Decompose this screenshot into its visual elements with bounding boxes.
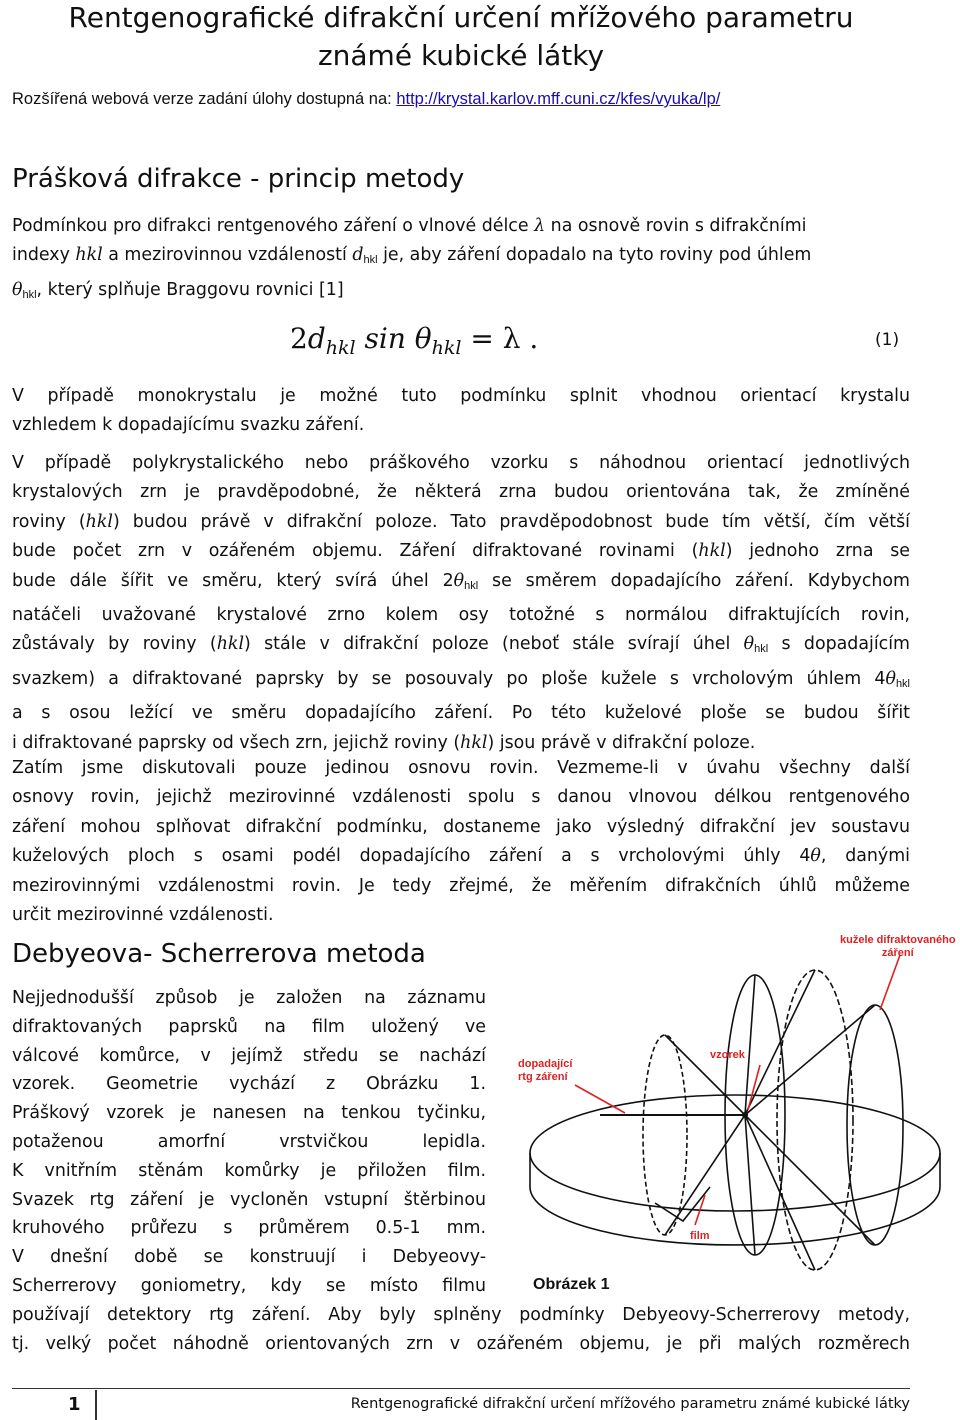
p5-line: Scherrerovy goniometry, kdy se místo filmu [12,1275,486,1296]
p4-line-6: určit mezirovinné vzdálenosti. [12,905,274,926]
paragraph-debye-scherrer-cont [12,1301,910,1360]
cone-ellipse-4 [643,1035,687,1235]
paragraph-cones [12,754,910,930]
p5-line: kruhového průřezu s průměrem 0.5-1 mm. [12,1218,486,1239]
p5-line: Práškový vzorek je nanesen na tenkou tyčinku, [12,1103,486,1124]
paragraph-bragg-intro [12,212,910,310]
paragraph-monocrystal [12,382,910,441]
subtitle-text: Rozšířená webová verze zadání úlohy dostupná na: [12,90,397,108]
p4-line-3: záření mohou splňovat difrakční podmínku, dostaneme jako výsledný difrakční jev soustavu [12,816,910,837]
bragg-equation: $2d_{hkl}$ $\sin \theta_{hkl} = \lambda$ . [290,322,539,359]
footer-title: Rentgenografické difrakční určení mřížového parametru známé kubické látky [350,1396,910,1412]
course-link[interactable]: http://krystal.karlov.mff.cuni.cz/kfes/vyuka/lp/ [396,90,721,108]
debye-scherrer-diagram [505,925,957,1300]
p5-line: válcové komůrce, v jejímž středu se nachází [12,1045,486,1066]
film-cylinder-side [530,1153,940,1245]
p3-line-8: svazkem) a difraktované paprsky by se posouvaly po ploše kužele s vrcholovým úhlem $4\theta_{hkl}$ [12,668,910,690]
p3-line-5: bude dále šířit ve směru, který svírá úhel $2\theta_{hkl}$ se směrem dopadajícího záření. Kdybychom [12,570,910,592]
p4-line-1: Zatím jsme diskutovali pouze jedinou osnovu rovin. Vezmeme-li v úvahu všechny další [12,758,910,778]
cone-ellipse-3 [847,1005,903,1245]
p3-line-4: bude počet zrn v ozářeném objemu. Záření difraktované rovinami (hkl) jednoho zrna se [12,541,910,562]
p1-line-1: Podmínkou pro difrakci rentgenového záření o vlnové délce λ na osnově rovin s difrakčními [12,216,807,236]
footer-bar [95,1390,97,1420]
p4-line-2: osnovy rovin, jejichž mezirovinné vzdálenosti spolu s danou vlnovou délkou rentgenového [12,787,910,808]
section-heading-debye-scherrer: Debyeova- Scherrerova metoda [12,939,426,969]
p3-line-2: krystalových zrn je pravděpodobné, že některá zrna budou orientována tak, že zmíněné [12,482,910,503]
equation-number: (1) [875,330,900,350]
section-heading-powder-diffraction: Prášková difrakce - princip metody [12,164,465,194]
paragraph-debye-scherrer [12,984,486,1301]
page-title-line-2: známé kubické látky [317,39,605,72]
p4-line-4: kuželových ploch s osami podél dopadajícího záření a s vrcholovými úhly 4θ, danými [12,846,910,867]
p3-line-7: zůstávaly by roviny (hkl) stále v difrakční poloze (neboť stále svírají úhel $\theta_{hkl}$ s dopadajícím [12,634,910,656]
footer-divider [12,1388,910,1389]
p5-line: difraktovaných paprsků na film uložený ve [12,1016,486,1037]
p3-line-6: natáčeli uvažované krystalové zrno kolem osy totožné s normálou difraktujících rovin, [12,605,910,626]
p5-line: Svazek rtg záření je vycloněn vstupní štěrbinou [12,1189,486,1210]
p5-line: V dnešní době se konstruují i Debyeovy- [12,1247,486,1268]
figure-caption: Obrázek 1 [533,1276,610,1293]
subtitle [12,90,720,109]
p3-line-1: V případě polykrystalického nebo práškového vzorku s náhodnou orientací jednotlivých [12,453,910,473]
label-diffraction-cones: kužele difraktovaného záření [840,934,956,959]
film-cylinder-top [530,1095,940,1211]
figure-debye-scherrer [505,925,957,1300]
p3-line-10: i difraktované paprsky od všech zrn, jejichž roviny (hkl) jsou právě v difrakční poloze. [12,732,756,753]
p5-full-line-1: používají detektory rtg záření. Aby byly splněny podmínky Debyeovy-Scherrerovy metody, [12,1305,910,1325]
p2-line-2: vzhledem k dopadajícímu svazku záření. [12,415,365,436]
page-title-line-1: Rentgenografické difrakční určení mřížového parametru [68,1,854,34]
sample-dot [742,1112,748,1118]
label-film: film [690,1230,710,1242]
label-sample: vzorek [710,1049,745,1061]
paragraph-polycrystal [12,449,910,758]
p1-line-3: $\theta_{hkl}$, který splňuje Braggovu rovnici [1] [12,279,344,301]
p3-line-9: a s osou ležící ve směru dopadajícího záření. Po této kuželové ploše se budou šířit [12,703,910,724]
p5-line: potaženou amorfní vrstvičkou lepidla. [12,1131,486,1152]
page-number: 1 [68,1394,81,1415]
p5-full-line-2: tj. velký počet náhodně orientovaných zrn v ozářeném objemu, je při malých rozměrech [12,1334,910,1355]
p5-line: Nejjednodušší způsob je založen na záznamu [12,988,486,1008]
p1-line-2: indexy hkl a mezirovinnou vzdáleností $d_{hkl}$ je, aby záření dopadalo na tyto roviny pod úhlem [12,245,812,267]
label-incident-beam: dopadající rtg záření [518,1058,573,1083]
cone-ellipse-2 [777,970,853,1270]
p5-line: vzorek. Geometrie vychází z Obrázku 1. [12,1074,486,1095]
p4-line-5: mezirovinnými vzdálenostmi rovin. Je tedy zřejmé, že měřením difrakčních úhlů můžeme [12,875,910,896]
p5-line: K vnitřním stěnám komůrky je přiložen film. [12,1160,486,1181]
p2-line-1: V případě monokrystalu je možné tuto podmínku splnit vhodnou orientací krystalu [12,386,910,406]
p3-line-3: roviny (hkl) budou právě v difrakční poloze. Tato pravděpodobnost bude tím větší, čím větší [12,511,910,532]
